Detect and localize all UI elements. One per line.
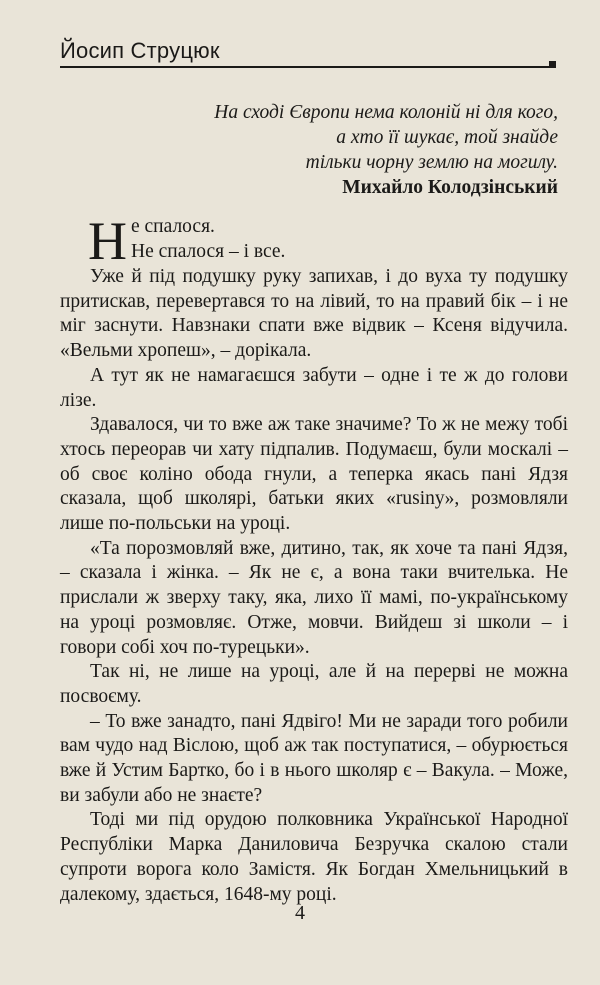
paragraph: – То вже занадто, пані Ядвіго! Ми не заради того робили вам чудо над Віслою, щоб аж так поступатися, – обурюється вже й Устим Бартко, бо і в нього школяр є – Вакула. – Може, ви забули або не знаєте? [60, 710, 568, 806]
paragraph: Здавалося, чи то вже аж таке значиме? То ж не межу тобі хтось переорав чи хату підпалив. Подумаєш, були москалі – об своє коліно обода гнули, а теперка якась пані Ядзя сказала, щоб школярі, батьки яких «rusiny», розмовляли лише по-польськи на уроці. [60, 414, 568, 535]
epigraph-line: а хто її шукає, той знайде [336, 127, 558, 148]
opening-line-2: Не спалося – і все. [131, 240, 286, 262]
opening-lines [60, 211, 568, 271]
paragraph: Тоді ми під орудою полковника Української Народної Республіки Марка Даниловича Безручка скалою стали супроти ворога коло Замістя. Як Богдан Хмельницький в далекому, здається, 1648-му році. [60, 809, 568, 905]
epigraph-line: тільки чорну землю на могилу. [305, 152, 558, 173]
chapter-text [60, 211, 568, 907]
paragraph: А тут як не намагаєшся забути – одне і те ж до голови лізе. [60, 364, 568, 411]
epigraph-author: Михайло Колодзінський [342, 177, 558, 198]
epigraph-line: На сході Європи нема колоній ні для кого, [214, 102, 558, 123]
paragraph: «Та порозмовляй вже, дитино, так, як хоче та пані Ядзя, – сказала і жінка. – Як не є, а вона таки вчителька. Не прислали ж зверху таку, яка, лихо її мамі, по-українському на уроці розмовляє. Отже, мовчи. Вийдеш зі школи – і говори собі хоч по-турецьки». [60, 537, 568, 658]
paragraph: Так ні, не лише на уроці, але й на перерві не можна посвоєму. [60, 661, 568, 707]
opening-line-1: е спалося. [131, 216, 215, 237]
running-head-author: Йосип Струцюк [60, 38, 220, 63]
drop-cap: Н [88, 211, 127, 271]
page-number: 4 [295, 902, 305, 924]
header-square-ornament [549, 61, 556, 68]
epigraph [138, 100, 558, 200]
paragraph: Уже й під подушку руку запихав, і до вуха ту подушку притискав, перевертався то на лівий, то на правий бік – і не міг заснути. Навзнаки спати вже відвик – Ксеня відучила. «Вельми хропеш», – дорікала. [60, 266, 568, 362]
header-rule [60, 66, 552, 68]
